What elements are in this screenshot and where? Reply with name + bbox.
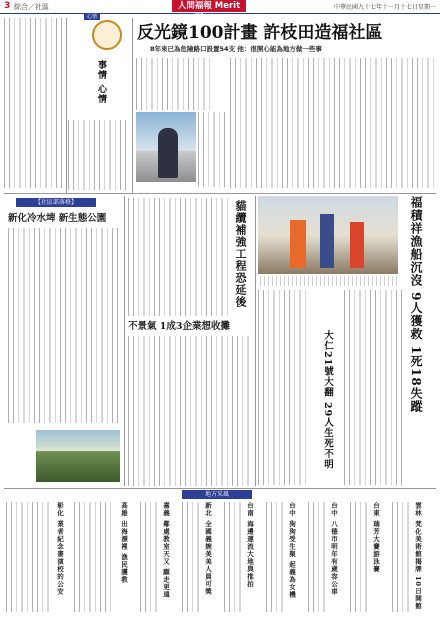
- local-news-item: 新北 全國義婉美美人員可獎: [204, 502, 212, 596]
- local-news-banner: 地方采風: [182, 490, 252, 499]
- local-news-text: [308, 502, 326, 612]
- story4-text: [258, 290, 310, 485]
- article-text: [198, 112, 226, 187]
- rescue-figure-2: [320, 214, 334, 268]
- headline: 反光鏡100計畫 許枝田造福社區: [137, 23, 383, 43]
- story4-title: 福積祥漁船沉沒 9人獲救 1死18失蹤: [409, 196, 423, 413]
- left-column-text: [4, 18, 64, 188]
- column-text: [68, 120, 130, 190]
- column-divider: [255, 196, 256, 486]
- local-news-text: [6, 502, 52, 612]
- local-news-text: [266, 502, 284, 612]
- story4-text: [344, 290, 404, 485]
- local-news-item: 台南 海邊運流大地與推拍: [246, 502, 254, 588]
- paper-logo: 人間福報 Merit Times: [172, 0, 246, 12]
- local-news-item: 雲林 梵化美術館揭牌 10日開館: [414, 502, 422, 610]
- story4-side-title: 大仁21號大翻 29人生死不明: [322, 330, 333, 470]
- community-photo: [36, 430, 120, 482]
- local-news-text: [392, 502, 410, 612]
- local-news-item: 彰化 業者紀念書演校的公安: [56, 502, 64, 596]
- local-news-item: 台東 瑞芳大賽游泳賽: [372, 502, 380, 573]
- story2-text: [128, 198, 228, 316]
- page-number: 3: [4, 1, 11, 11]
- local-news-text: [74, 502, 114, 612]
- local-news-text: [140, 502, 158, 612]
- column-badge-label: 心情: [84, 13, 100, 20]
- local-news-item: 台中 狗狗受生聚 起義為女機: [288, 502, 296, 599]
- local-news-item: 台中 八德市明年有歲容公車: [330, 502, 338, 596]
- column-badge: [92, 20, 122, 50]
- column-divider: [66, 18, 67, 193]
- local-news-text: [182, 502, 200, 612]
- rescue-figure-1: [290, 220, 306, 268]
- rescue-figure-3: [350, 222, 364, 268]
- section-divider: [4, 193, 436, 194]
- local-news-item: 高雄 出海漂裡 漁民護教: [120, 502, 128, 584]
- community-text: [8, 228, 120, 423]
- column-title: 事情 心情: [96, 60, 106, 105]
- story3-text: [128, 336, 252, 486]
- community-title: 新化冷水埤 新生態公園: [8, 213, 107, 224]
- local-news-text: [350, 502, 368, 612]
- headline-text: [136, 58, 214, 110]
- story2-title: 貓纜補強工程恐延後: [234, 200, 247, 308]
- community-label: 【社區部落格】: [16, 198, 96, 207]
- issue-date: 中華民國九十七年十一月十七日星期一: [333, 4, 436, 11]
- article-text: [230, 58, 436, 188]
- section-label: 綜合／社區: [14, 3, 49, 11]
- story3-title: 不景氣 1成3企業想收攤: [128, 321, 231, 332]
- column-divider: [124, 196, 125, 486]
- local-news-text: [224, 502, 242, 612]
- rescue-caption: [260, 276, 398, 286]
- headline-sub: 8年來已為危險路口設置54支 他：很開心能為地方做一些事: [150, 45, 322, 53]
- column-divider: [132, 18, 133, 193]
- photo-person: [158, 128, 178, 178]
- local-news-item: 嘉義 鄰處教室天又 願走更遠: [162, 502, 170, 599]
- section-divider: [4, 488, 436, 489]
